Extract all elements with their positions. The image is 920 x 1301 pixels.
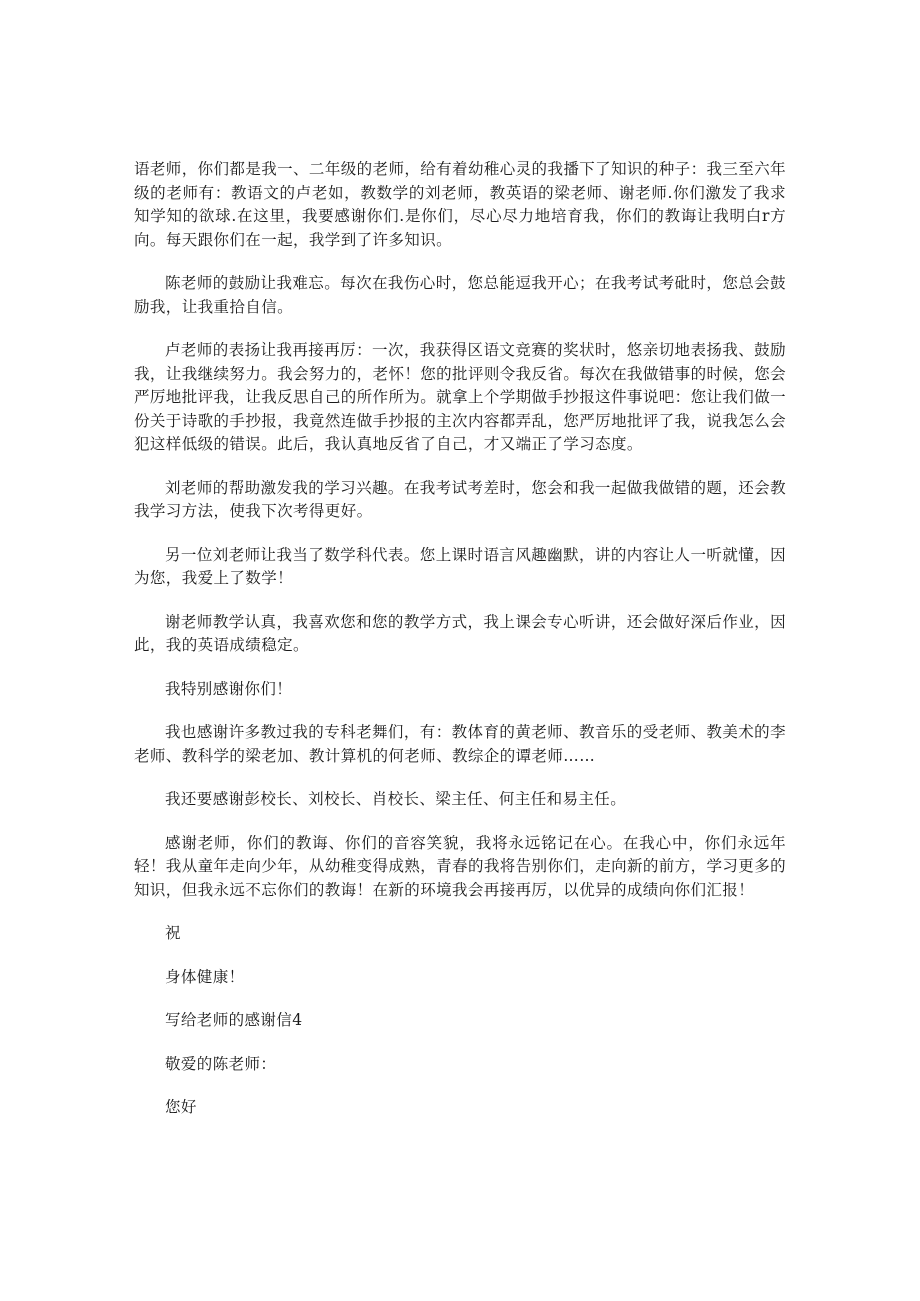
closing-health: 身体健康！	[165, 967, 245, 986]
paragraph-conclusion: 感谢老师，你们的教诲、你们的音容笑貌，我将永远铭记在心。在我心中，你们永远年轻！我从童年走向少年，从幼稚变得成熟，青春的我将告别你们，走向新的前方，学习更多的知识，但我永远不忘你们的教诲！在新的环境我会再接再厉，以优异的成绩向你们汇报！	[134, 833, 786, 899]
paragraph-teacher-lu: 卢老师的表扬让我再接再厉：一次，我获得区语文竞赛的奖状时，悠亲切地表扬我、鼓励我，让我继续努力。我会努力的，老怀！您的批评则令我反省。每次在我做错事的时候，您会严厉地批评我，让我反思自己的所作所为。就拿上个学期做手抄报这件事说吧：您让我们做一份关于诗歌的手抄报，我竟然连做手抄报的主次内容都弄乱，您严厉地批评了我，说我怎么会犯这样低级的错误。此后，我认真地反省了自己，才又端正了学习态度。	[134, 341, 786, 453]
paragraph-teacher-xie: 谢老师教学认真，我喜欢您和您的教学方式，我上课会专心听讲，还会做好深后作业，因此，我的英语成绩稳定。	[134, 612, 786, 654]
paragraph-teacher-liu-math: 另一位刘老师让我当了数学科代表。您上课时语言风趣幽默，讲的内容让人一听就懂，因为您，我爱上了数学！	[134, 545, 786, 587]
paragraph-teachers-intro: 语老师，你们都是我一、二年级的老师，给有着幼稚心灵的我播下了知识的种子：我三至六年级的老师有：教语文的卢老如，教数学的刘老师，教英语的梁老师、谢老师.你们激发了我求知学知的欲球.在这里，我要感谢你们.是你们，尽心尽力地培育我，你们的教诲让我明白r方向。每天跟你们在一起，我学到了许多知识。	[134, 160, 786, 249]
paragraph-teacher-liu: 刘老师的帮助激发我的学习兴趣。在我考试考差时，您会和我一起做我做错的题，还会教我学习方法，使我下次考得更好。	[134, 478, 786, 520]
letter-page	[134, 158, 786, 1140]
salutation: 敬爱的陈老师：	[165, 1054, 277, 1073]
paragraph-teacher-chen: 陈老师的鼓励让我难忘。每次在我伤心时，您总能逗我开心；在我考试考砒时，您总会鼓励我，让我重拾自信。	[134, 274, 786, 316]
greeting: 您好	[165, 1098, 197, 1116]
paragraph-subject-teachers: 我也感谢许多教过我的专科老舞们，有：教体育的黄老师、教音乐的受老师、教美术的李老师、教科学的梁老加、教计算机的何老师、教综企的谭老师……	[134, 723, 786, 765]
closing-wish: 祝	[165, 924, 181, 942]
next-letter-title: 写给老师的感谢信4	[165, 1011, 303, 1029]
paragraph-special-thanks: 我特别感谢你们！	[165, 679, 293, 698]
paragraph-principals: 我还要感谢彭校长、刘校长、肖校长、梁主任、何主任和易主任。	[165, 790, 627, 808]
